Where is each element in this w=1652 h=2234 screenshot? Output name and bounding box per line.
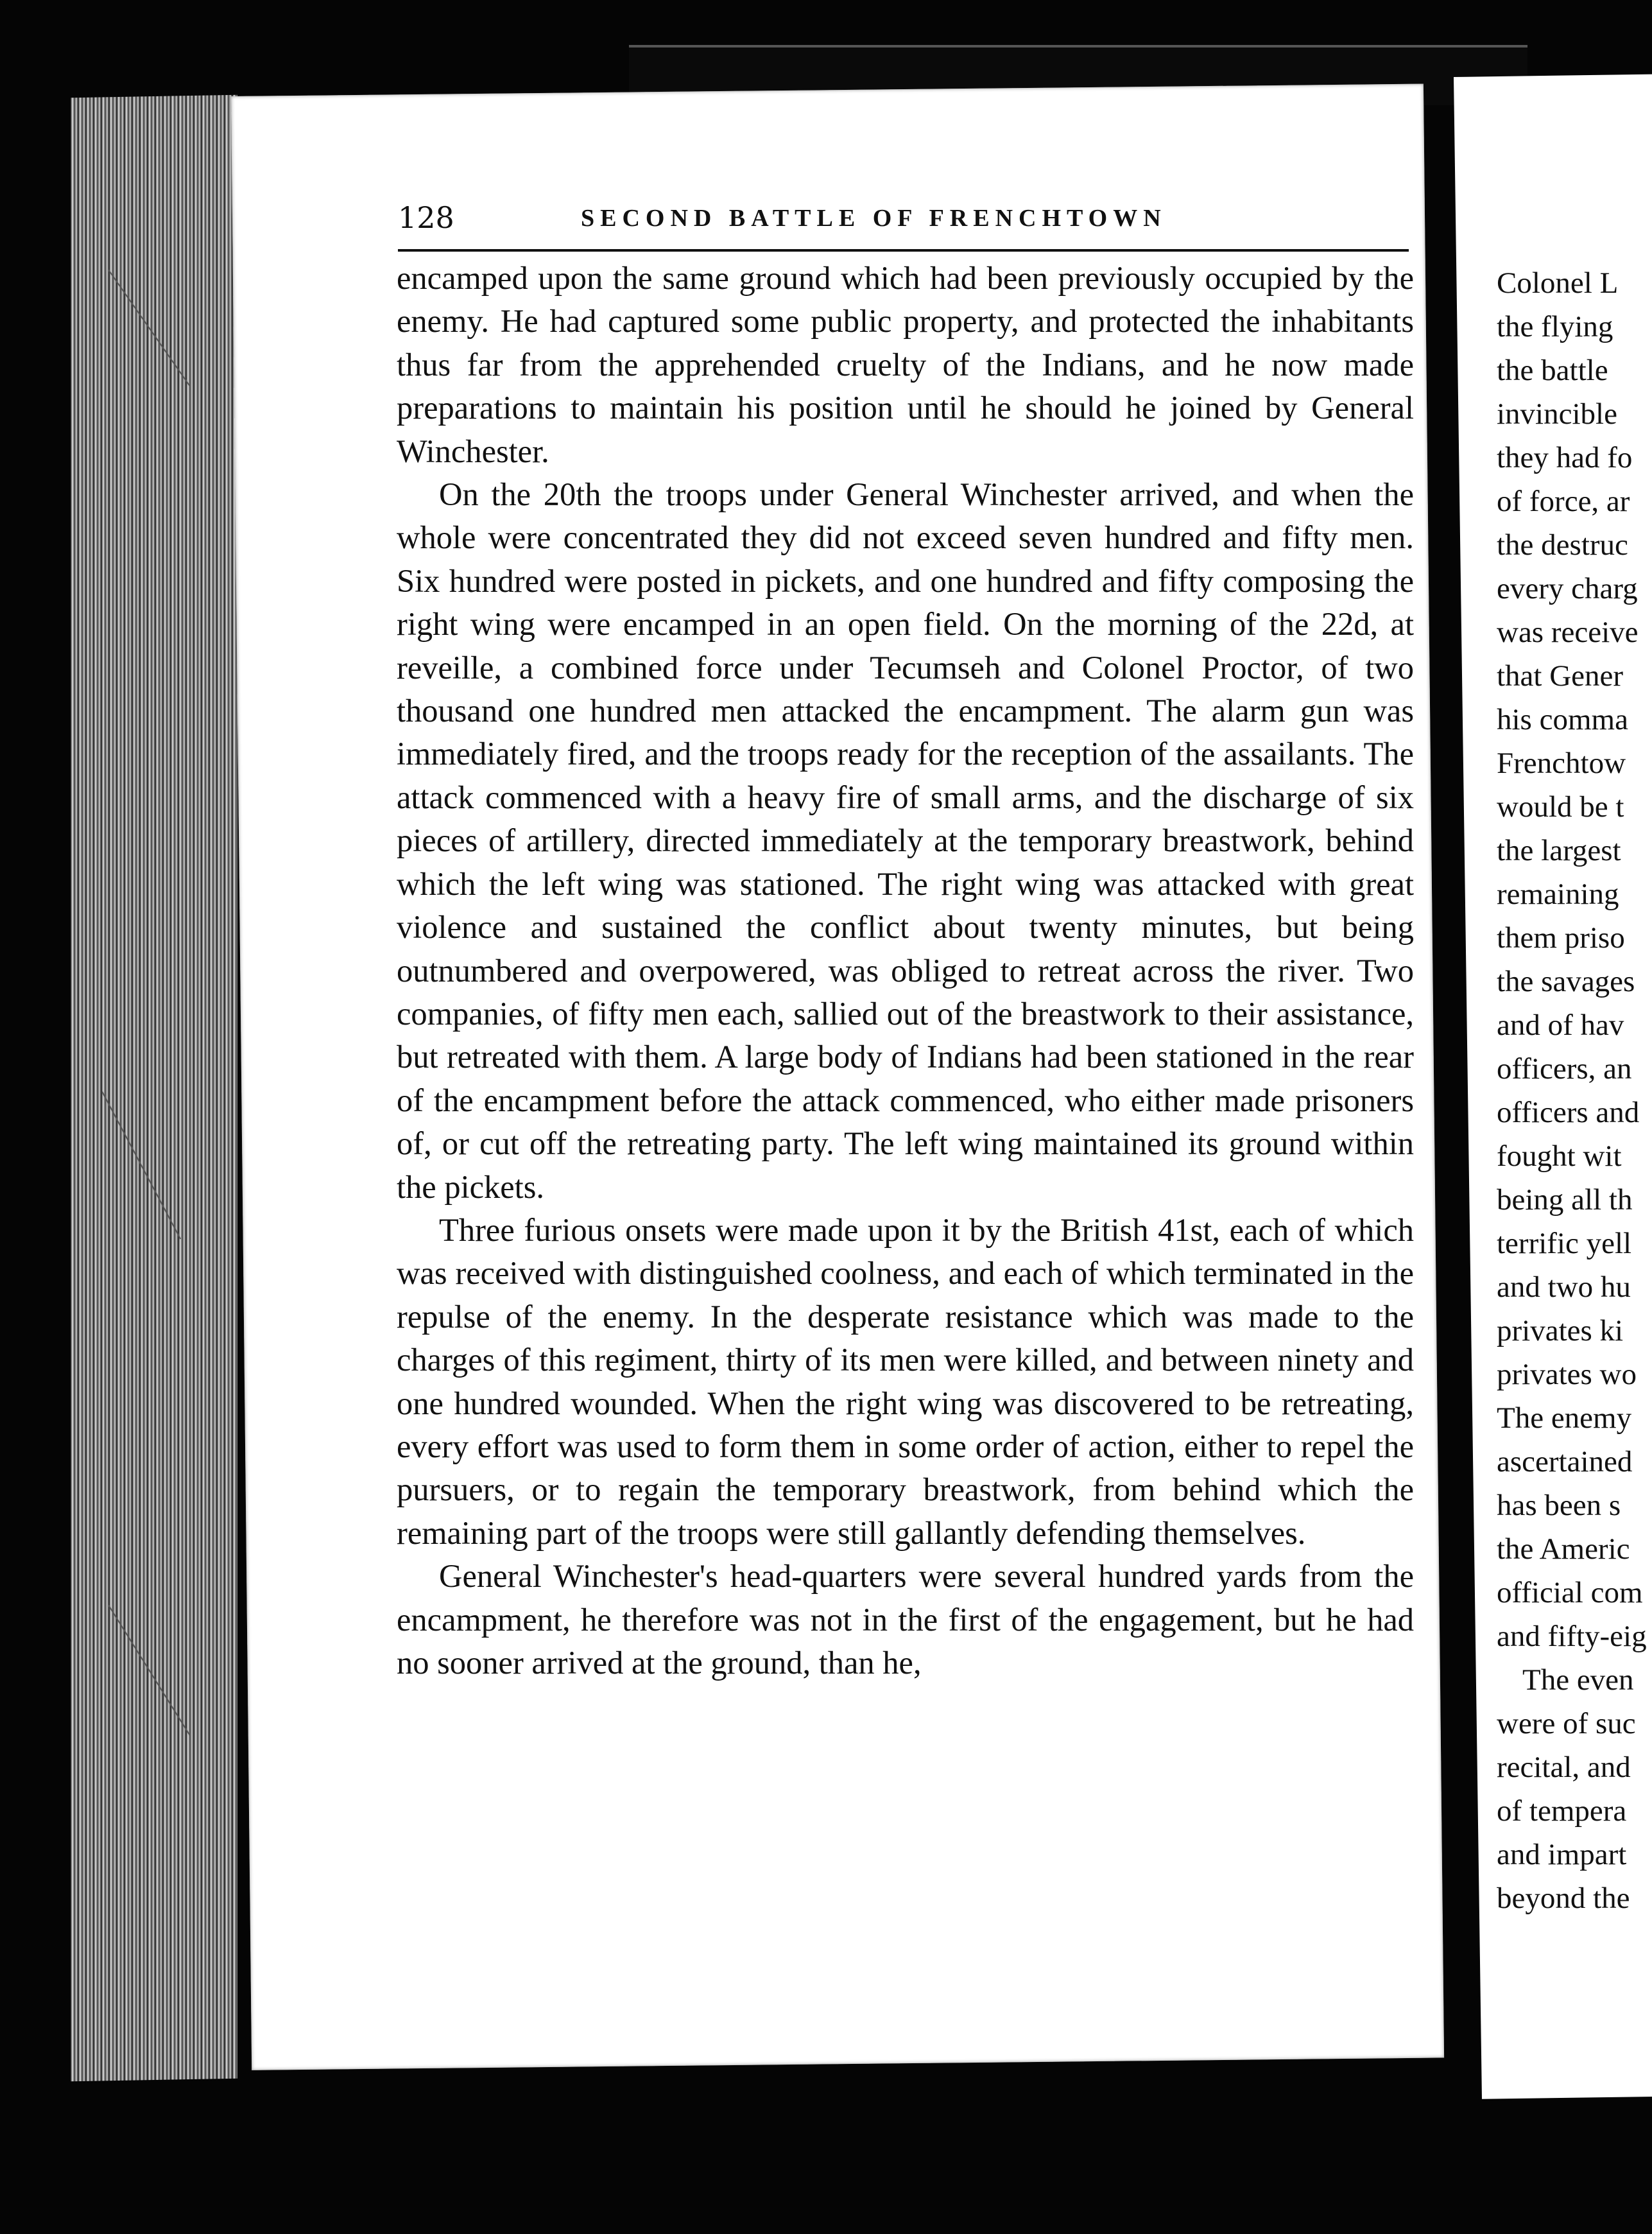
header-rule — [398, 249, 1409, 252]
facing-page-line: them priso — [1497, 921, 1625, 955]
facing-page-line: privates wo — [1497, 1358, 1637, 1391]
facing-page-line: terrific yell — [1497, 1227, 1632, 1260]
facing-page-line: fought wit — [1497, 1139, 1622, 1173]
facing-page-line: The enemy — [1497, 1401, 1632, 1435]
facing-page-line: the savages — [1497, 965, 1635, 998]
facing-page-line: was receive — [1497, 616, 1639, 649]
facing-page-line: privates ki — [1497, 1314, 1624, 1347]
facing-page-text — [1497, 261, 1652, 1920]
paragraph: On the 20th the troops under General Winchester arrived, and when the whole were concentrated they did not exceed seven hundred and fifty men. Six hundred were posted in pickets, and one hundred and fifty composing the right wing were encamped in an open field. On the morning of the 22d, at reveille, a combined force under Tecumseh and Colonel Proctor, of two thousand one hundred men attacked the encampment. The alarm gun was immediately fired, and the troops ready for the reception of the assailants. The attack commenced with a heavy fire of small arms, and the discharge of six pieces of artillery, directed immediately at the temporary breastwork, behind which the left wing was stationed. The right wing was attacked with great violence and sustained the conflict about twenty minutes, but being outnumbered and overpowered, was obliged to retreat across the river. Two companies, of fifty men each, sallied out of the breastwork to their assistance, but retreated with them. A large body of Indians had been stationed in the rear of the encampment before the attack commenced, who either made prisoners of, or cut off the retreating party. The left wing maintained its ground within the pickets. — [397, 476, 1414, 1205]
page-number: 128 — [398, 200, 454, 235]
facing-page-line: and fifty-eig — [1497, 1620, 1647, 1653]
facing-page-line: has been s — [1497, 1489, 1621, 1522]
facing-page-line: official com — [1497, 1576, 1643, 1609]
facing-page-line: invincible — [1497, 397, 1617, 431]
facing-page-line: that Gener — [1497, 659, 1624, 693]
facing-page-line: the battle — [1497, 354, 1608, 387]
facing-page-line: The even — [1522, 1663, 1634, 1697]
facing-page-line: they had fo — [1497, 441, 1633, 474]
facing-page-line: recital, and — [1497, 1751, 1631, 1784]
running-head — [398, 200, 1412, 239]
chapter-title: SECOND BATTLE OF FRENCHTOWN — [581, 205, 1167, 232]
facing-page-line: every charg — [1497, 572, 1638, 605]
facing-page-line: ascertained — [1497, 1445, 1633, 1478]
facing-page-line: and two hu — [1497, 1270, 1631, 1304]
facing-page-line: would be t — [1497, 790, 1624, 824]
facing-page-line: his comma — [1497, 703, 1628, 736]
facing-page-line: officers, an — [1497, 1052, 1632, 1086]
facing-page-line: Frenchtow — [1497, 747, 1626, 780]
facing-page-line: being all th — [1497, 1183, 1633, 1217]
facing-page-line: were of suc — [1497, 1707, 1636, 1740]
facing-page-line: the Americ — [1497, 1532, 1630, 1566]
facing-page-line: and impart — [1497, 1838, 1627, 1871]
facing-page-line: the flying — [1497, 310, 1613, 343]
facing-page-line: the destruc — [1497, 528, 1628, 562]
facing-page-line: Colonel L — [1497, 266, 1619, 300]
facing-page-line: and of hav — [1497, 1009, 1624, 1042]
facing-page-line: remaining — [1497, 878, 1619, 911]
facing-page-line: of tempera — [1497, 1794, 1627, 1828]
facing-page-line: officers and — [1497, 1096, 1640, 1129]
facing-page-line: beyond the — [1497, 1882, 1630, 1915]
paragraph: encamped upon the same ground which had been previously occupied by the enemy. He had captured some public property, and protected the inhabitants thus far from the apprehended cruelty of the Indians, and he now made preparations to maintain his position until he should he joined by General Winchester. — [397, 260, 1414, 469]
paragraph: Three furious onsets were made upon it by the British 41st, each of which was received with distinguished coolness, and each of which terminated in the repulse of the enemy. In the desperate resistance which was made to the charges of this regiment, thirty of its men were killed, and between ninety and one hundred wounded. When the right wing was discovered to be retreating, every effort was used to form them in some order of action, either to repel the pursuers, or to regain the temporary breastwork, from behind which the remaining part of the troops were still gallantly defending themselves. — [397, 1211, 1414, 1551]
page-edges — [71, 95, 237, 2082]
facing-page-line: of force, ar — [1497, 485, 1630, 518]
facing-page-line: the largest — [1497, 834, 1621, 867]
paragraph: General Winchester's head-quarters were several hundred yards from the encampment, he therefore was not in the first of the engagement, but he had no sooner arrived at the ground, than he, — [397, 1558, 1414, 1681]
body-text — [397, 257, 1414, 1684]
